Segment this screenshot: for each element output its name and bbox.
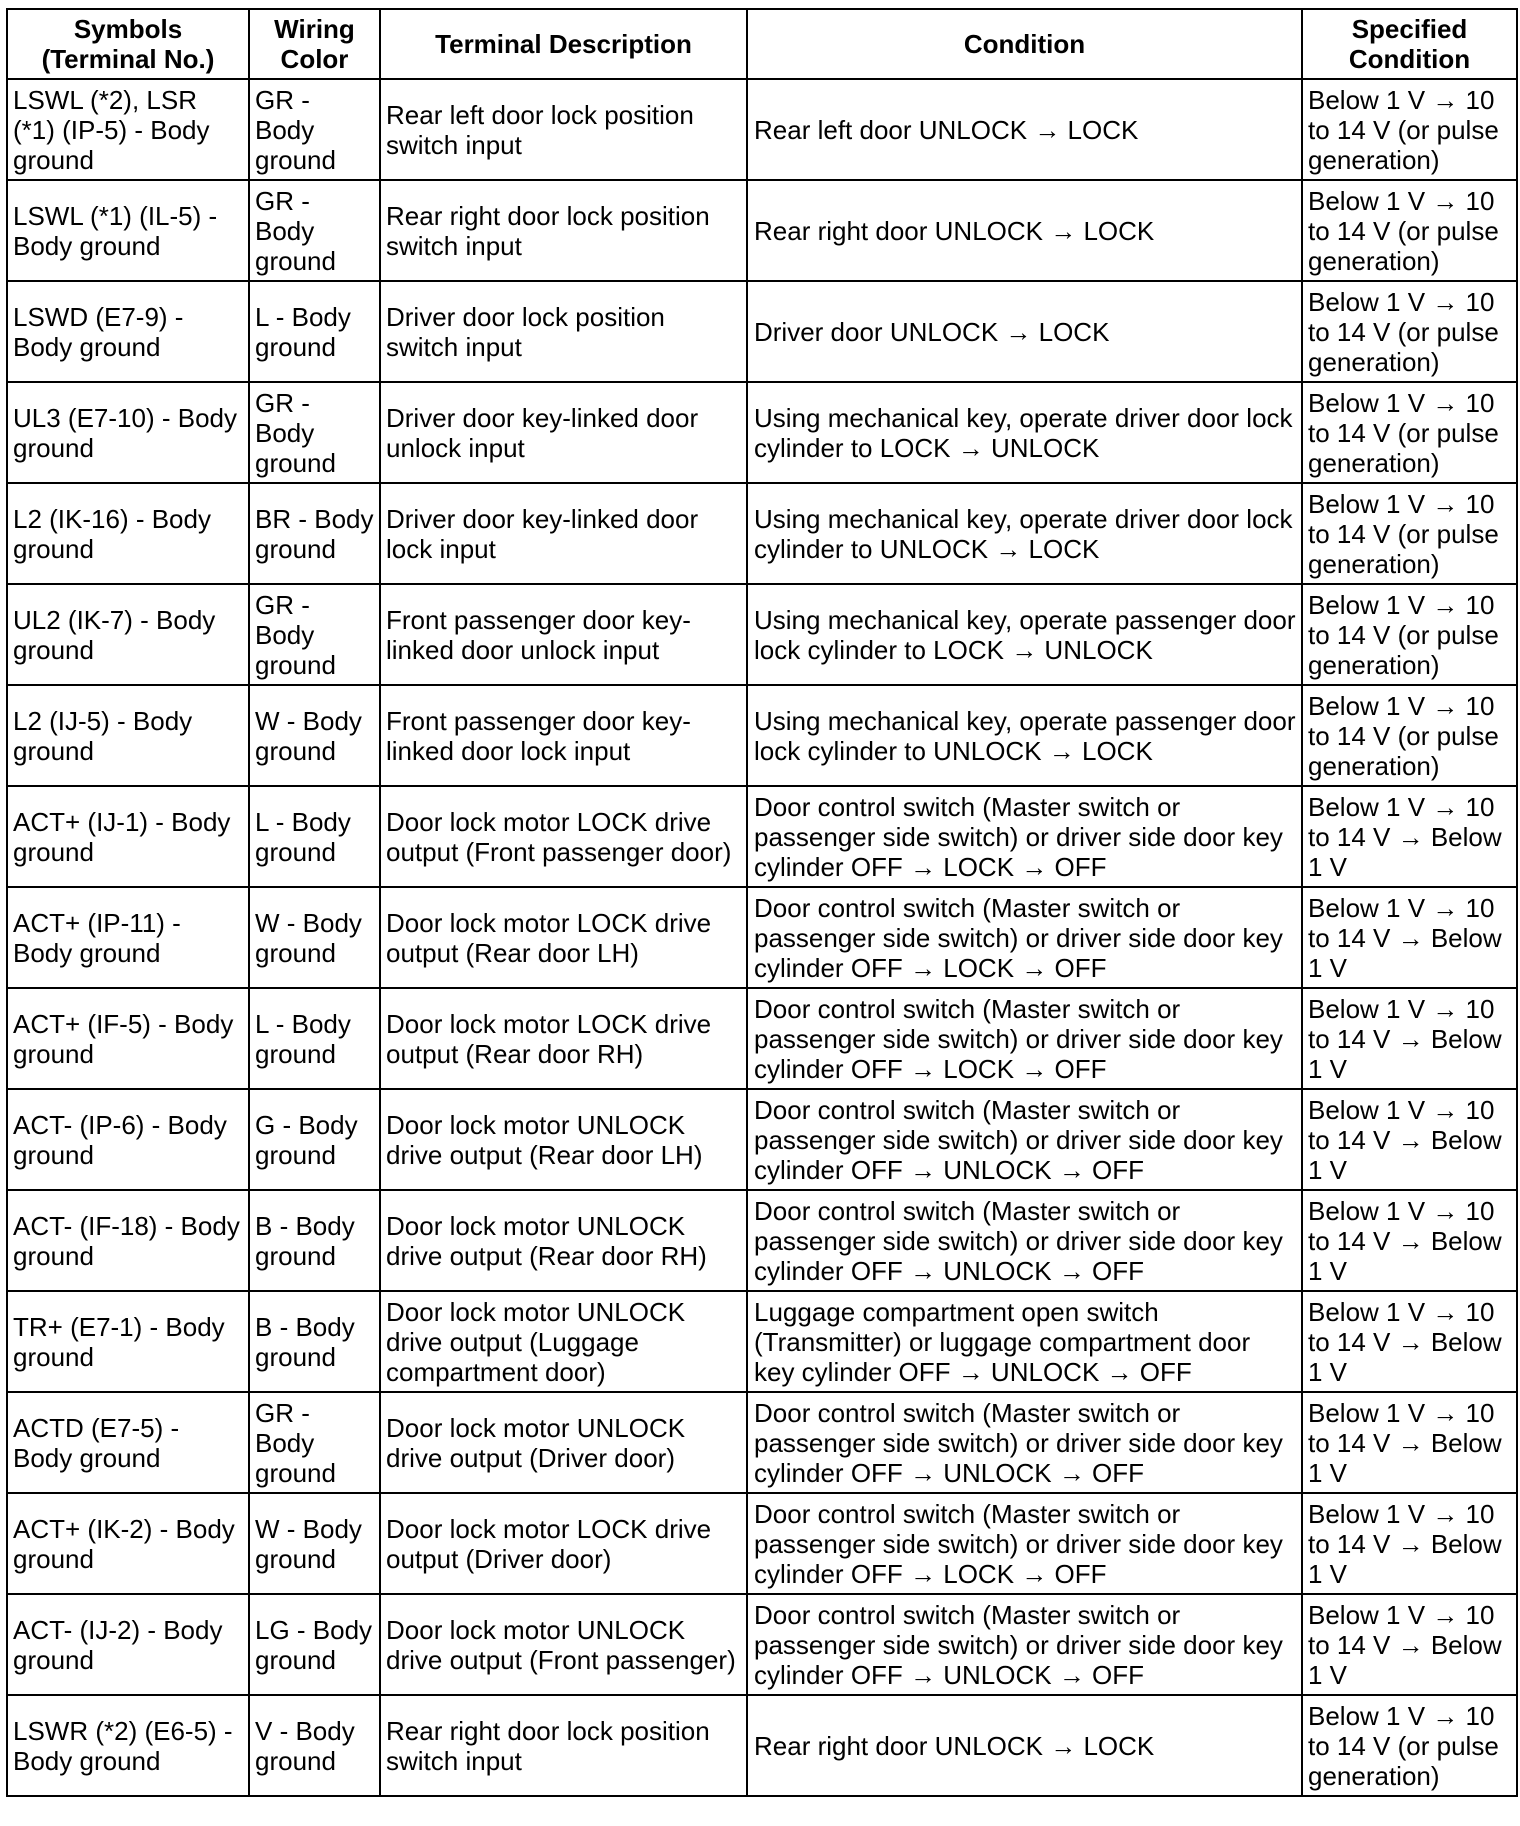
specified-condition-cell: Below 1 V → 10 to 14 V → Below 1 V: [1302, 1594, 1517, 1695]
table-row: [7, 584, 1517, 685]
condition-cell: Rear right door UNLOCK → LOCK: [747, 1695, 1302, 1796]
specified-condition-cell: Below 1 V → 10 to 14 V (or pulse generation): [1302, 483, 1517, 584]
specified-condition-cell: Below 1 V → 10 to 14 V → Below 1 V: [1302, 1291, 1517, 1392]
condition-cell: Door control switch (Master switch or passenger side switch) or driver side door key cylinder OFF → LOCK → OFF: [747, 988, 1302, 1089]
symbol-cell: LSWR (*2) (E6-5) - Body ground: [7, 1695, 249, 1796]
condition-cell: Door control switch (Master switch or passenger side switch) or driver side door key cylinder OFF → UNLOCK → OFF: [747, 1190, 1302, 1291]
specified-condition-cell: Below 1 V → 10 to 14 V (or pulse generation): [1302, 584, 1517, 685]
wiring-color-cell: B - Body ground: [249, 1291, 380, 1392]
table-row: [7, 1291, 1517, 1392]
specified-condition-cell: Below 1 V → 10 to 14 V → Below 1 V: [1302, 1190, 1517, 1291]
description-cell: Rear right door lock position switch input: [380, 180, 747, 281]
table-body: [7, 79, 1517, 1796]
description-cell: Driver door key-linked door unlock input: [380, 382, 747, 483]
symbol-cell: ACT- (IF-18) - Body ground: [7, 1190, 249, 1291]
table-row: [7, 180, 1517, 281]
description-cell: Door lock motor UNLOCK drive output (Rear door LH): [380, 1089, 747, 1190]
symbol-cell: ACT+ (IF-5) - Body ground: [7, 988, 249, 1089]
condition-cell: Door control switch (Master switch or passenger side switch) or driver side door key cylinder OFF → LOCK → OFF: [747, 887, 1302, 988]
symbol-cell: L2 (IJ-5) - Body ground: [7, 685, 249, 786]
header-symbols: Symbols (Terminal No.): [7, 9, 249, 79]
symbol-cell: UL3 (E7-10) - Body ground: [7, 382, 249, 483]
specified-condition-cell: Below 1 V → 10 to 14 V → Below 1 V: [1302, 786, 1517, 887]
wiring-color-cell: G - Body ground: [249, 1089, 380, 1190]
table-row: [7, 483, 1517, 584]
condition-cell: Door control switch (Master switch or passenger side switch) or driver side door key cylinder OFF → LOCK → OFF: [747, 1493, 1302, 1594]
table-row: [7, 988, 1517, 1089]
wiring-color-cell: GR - Body ground: [249, 79, 380, 180]
description-cell: Front passenger door key-linked door lock input: [380, 685, 747, 786]
wiring-color-cell: L - Body ground: [249, 988, 380, 1089]
condition-cell: Using mechanical key, operate passenger door lock cylinder to LOCK → UNLOCK: [747, 584, 1302, 685]
wiring-color-cell: GR - Body ground: [249, 382, 380, 483]
wiring-color-cell: V - Body ground: [249, 1695, 380, 1796]
wiring-color-cell: GR - Body ground: [249, 584, 380, 685]
description-cell: Driver door lock position switch input: [380, 281, 747, 382]
table-row: [7, 79, 1517, 180]
condition-cell: Using mechanical key, operate driver door lock cylinder to LOCK → UNLOCK: [747, 382, 1302, 483]
specified-condition-cell: Below 1 V → 10 to 14 V → Below 1 V: [1302, 988, 1517, 1089]
table-header: [7, 9, 1517, 79]
specified-condition-cell: Below 1 V → 10 to 14 V → Below 1 V: [1302, 1493, 1517, 1594]
header-condition: Condition: [747, 9, 1302, 79]
symbol-cell: ACT+ (IP-11) - Body ground: [7, 887, 249, 988]
condition-cell: Door control switch (Master switch or passenger side switch) or driver side door key cylinder OFF → UNLOCK → OFF: [747, 1594, 1302, 1695]
table-row: [7, 281, 1517, 382]
wiring-color-cell: L - Body ground: [249, 281, 380, 382]
description-cell: Door lock motor UNLOCK drive output (Front passenger): [380, 1594, 747, 1695]
table-row: [7, 685, 1517, 786]
wiring-color-cell: GR - Body ground: [249, 1392, 380, 1493]
symbol-cell: LSWL (*1) (IL-5) - Body ground: [7, 180, 249, 281]
symbol-cell: ACT- (IP-6) - Body ground: [7, 1089, 249, 1190]
wiring-color-cell: GR - Body ground: [249, 180, 380, 281]
description-cell: Driver door key-linked door lock input: [380, 483, 747, 584]
table-row: [7, 382, 1517, 483]
wiring-color-cell: W - Body ground: [249, 887, 380, 988]
specified-condition-cell: Below 1 V → 10 to 14 V (or pulse generation): [1302, 79, 1517, 180]
condition-cell: Using mechanical key, operate passenger door lock cylinder to UNLOCK → LOCK: [747, 685, 1302, 786]
table-row: [7, 1493, 1517, 1594]
condition-cell: Door control switch (Master switch or passenger side switch) or driver side door key cylinder OFF → UNLOCK → OFF: [747, 1089, 1302, 1190]
header-specified-condition: Specified Condition: [1302, 9, 1517, 79]
terminal-table: [6, 8, 1518, 1797]
table-row: [7, 1695, 1517, 1796]
symbol-cell: ACT+ (IJ-1) - Body ground: [7, 786, 249, 887]
symbol-cell: LSWD (E7-9) - Body ground: [7, 281, 249, 382]
specified-condition-cell: Below 1 V → 10 to 14 V (or pulse generation): [1302, 180, 1517, 281]
description-cell: Door lock motor UNLOCK drive output (Driver door): [380, 1392, 747, 1493]
table-row: [7, 1392, 1517, 1493]
symbol-cell: UL2 (IK-7) - Body ground: [7, 584, 249, 685]
specified-condition-cell: Below 1 V → 10 to 14 V → Below 1 V: [1302, 887, 1517, 988]
condition-cell: Rear left door UNLOCK → LOCK: [747, 79, 1302, 180]
description-cell: Rear left door lock position switch input: [380, 79, 747, 180]
header-row: [7, 9, 1517, 79]
table-row: [7, 1190, 1517, 1291]
description-cell: Door lock motor LOCK drive output (Rear door RH): [380, 988, 747, 1089]
table-row: [7, 1594, 1517, 1695]
condition-cell: Door control switch (Master switch or passenger side switch) or driver side door key cylinder OFF → LOCK → OFF: [747, 786, 1302, 887]
symbol-cell: L2 (IK-16) - Body ground: [7, 483, 249, 584]
specified-condition-cell: Below 1 V → 10 to 14 V (or pulse generation): [1302, 281, 1517, 382]
header-wiring-color: Wiring Color: [249, 9, 380, 79]
description-cell: Door lock motor LOCK drive output (Front passenger door): [380, 786, 747, 887]
wiring-color-cell: LG - Body ground: [249, 1594, 380, 1695]
table-row: [7, 786, 1517, 887]
description-cell: Door lock motor UNLOCK drive output (Luggage compartment door): [380, 1291, 747, 1392]
table-row: [7, 887, 1517, 988]
symbol-cell: ACT- (IJ-2) - Body ground: [7, 1594, 249, 1695]
specified-condition-cell: Below 1 V → 10 to 14 V (or pulse generation): [1302, 685, 1517, 786]
symbol-cell: ACT+ (IK-2) - Body ground: [7, 1493, 249, 1594]
specified-condition-cell: Below 1 V → 10 to 14 V (or pulse generation): [1302, 1695, 1517, 1796]
symbol-cell: LSWL (*2), LSR (*1) (IP-5) - Body ground: [7, 79, 249, 180]
condition-cell: Using mechanical key, operate driver door lock cylinder to UNLOCK → LOCK: [747, 483, 1302, 584]
table-row: [7, 1089, 1517, 1190]
description-cell: Rear right door lock position switch input: [380, 1695, 747, 1796]
condition-cell: Luggage compartment open switch (Transmitter) or luggage compartment door key cylinder OFF → UNLOCK → OFF: [747, 1291, 1302, 1392]
specified-condition-cell: Below 1 V → 10 to 14 V → Below 1 V: [1302, 1089, 1517, 1190]
description-cell: Door lock motor LOCK drive output (Driver door): [380, 1493, 747, 1594]
symbol-cell: TR+ (E7-1) - Body ground: [7, 1291, 249, 1392]
symbol-cell: ACTD (E7-5) - Body ground: [7, 1392, 249, 1493]
description-cell: Door lock motor LOCK drive output (Rear door LH): [380, 887, 747, 988]
wiring-color-cell: BR - Body ground: [249, 483, 380, 584]
condition-cell: Driver door UNLOCK → LOCK: [747, 281, 1302, 382]
description-cell: Door lock motor UNLOCK drive output (Rear door RH): [380, 1190, 747, 1291]
wiring-color-cell: W - Body ground: [249, 685, 380, 786]
condition-cell: Rear right door UNLOCK → LOCK: [747, 180, 1302, 281]
wiring-color-cell: B - Body ground: [249, 1190, 380, 1291]
wiring-color-cell: W - Body ground: [249, 1493, 380, 1594]
specified-condition-cell: Below 1 V → 10 to 14 V → Below 1 V: [1302, 1392, 1517, 1493]
header-terminal-description: Terminal Description: [380, 9, 747, 79]
wiring-color-cell: L - Body ground: [249, 786, 380, 887]
specified-condition-cell: Below 1 V → 10 to 14 V (or pulse generation): [1302, 382, 1517, 483]
description-cell: Front passenger door key-linked door unlock input: [380, 584, 747, 685]
condition-cell: Door control switch (Master switch or passenger side switch) or driver side door key cylinder OFF → UNLOCK → OFF: [747, 1392, 1302, 1493]
